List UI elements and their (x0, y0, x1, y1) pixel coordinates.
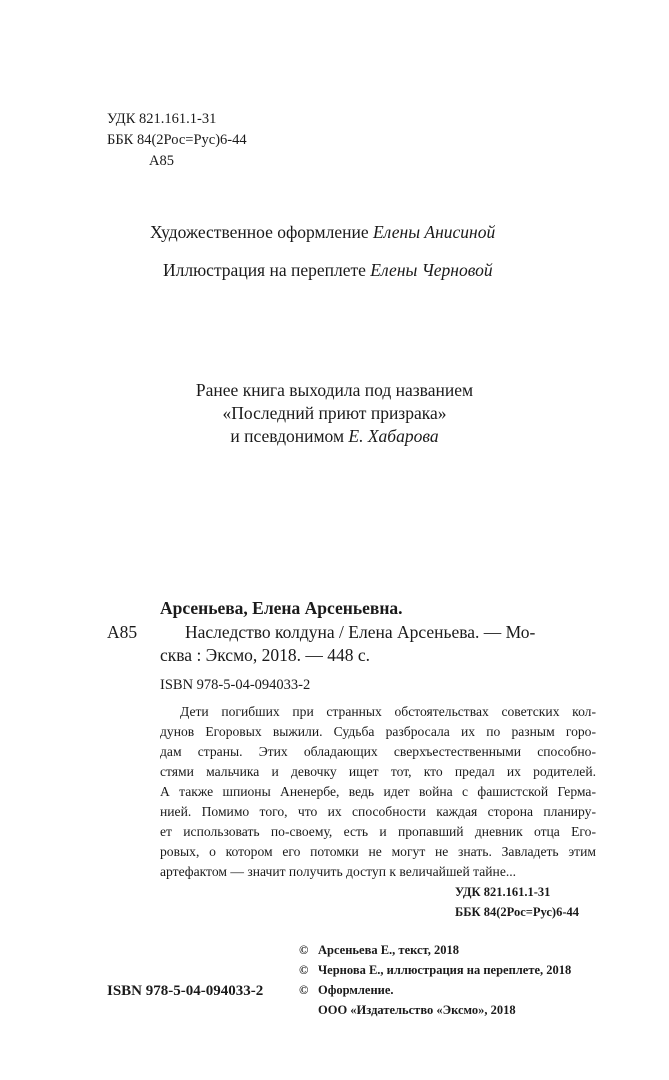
copyright-symbol: © (299, 963, 309, 977)
copyright-design: Оформление. (318, 983, 394, 997)
abstract-udk: УДК 821.161.1-31 (455, 885, 551, 899)
copyright-illustration: Чернова Е., иллюстрация на переплете, 2018 (318, 963, 572, 977)
abstract-line: А также шпионы Аненербе, ведь идет война с фашистской Герма- (160, 784, 596, 799)
bib-isbn: ISBN 978-5-04-094033-2 (160, 677, 311, 693)
udk-code: УДК 821.161.1-31 (107, 111, 217, 127)
title-line-2: сква : Эксмо, 2018. — 448 с. (160, 645, 371, 665)
copyright-text: Арсеньева Е., текст, 2018 (318, 943, 460, 957)
design-credit-prefix: Художественное оформление (150, 222, 373, 242)
pseudonym-name: Е. Хабарова (348, 426, 439, 446)
copyright-symbol: © (299, 983, 309, 997)
abstract-bbk: ББК 84(2Рос=Рус)6-44 (455, 905, 579, 919)
pseudonym-prefix: и псевдонимом (230, 426, 349, 446)
design-credit (150, 220, 495, 244)
abstract-line: ет использовать по-своему, есть и пропавший дневник отца Его- (160, 824, 596, 839)
bbk-code: ББК 84(2Рос=Рус)6-44 (107, 132, 247, 148)
author-mark: А85 (149, 153, 174, 169)
designer-name: Елены Анисиной (372, 222, 496, 242)
bib-author-mark: А85 (107, 622, 138, 642)
abstract-line: дунов Егоровых выжили. Судьба разбросала их по разным горо- (160, 724, 596, 739)
previous-edition-line3 (0, 424, 669, 448)
previous-edition-line1: Ранее книга выходила под названием (195, 380, 474, 400)
copyright-symbol: © (299, 943, 309, 957)
abstract-line: нией. Помимо того, что их способности каждая сторона планиру- (160, 804, 596, 819)
abstract-line: стями мальчика и девочку ищет тот, кто предал их родителей. (160, 764, 596, 779)
illustration-credit (163, 258, 493, 282)
previous-edition-line2: «Последний приют призрака» (222, 403, 447, 423)
abstract-line: Дети погибших при странных обстоятельствах советских кол- (180, 704, 596, 719)
abstract-line: дам страны. Этих обладающих сверхъестественными способно- (160, 744, 596, 759)
copyright-publisher: ООО «Издательство «Эксмо», 2018 (318, 1003, 516, 1017)
illustration-credit-prefix: Иллюстрация на переплете (163, 260, 371, 280)
illustrator-name: Елены Черновой (370, 260, 493, 280)
footer-isbn: ISBN 978-5-04-094033-2 (107, 983, 264, 999)
abstract-line: артефактом — значит получить доступ к величайшей тайне... (160, 864, 517, 879)
abstract-line: ровых, о котором его потомки не могут не знать. Завладеть этим (160, 844, 596, 859)
author-heading: Арсеньева, Елена Арсеньевна. (160, 598, 403, 618)
title-line-1: Наследство колдуна / Елена Арсеньева. — Мо- (185, 622, 536, 642)
